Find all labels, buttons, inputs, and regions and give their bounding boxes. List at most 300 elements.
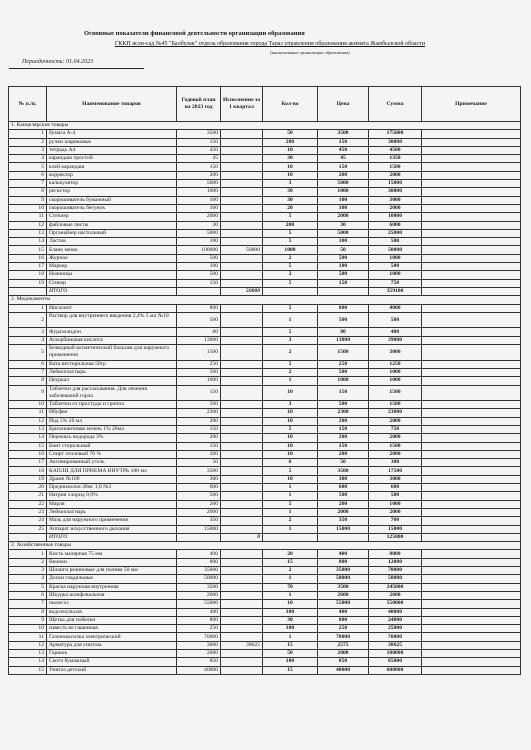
item-name: Унитаз детский — [47, 666, 177, 674]
item-name: Маркер — [47, 263, 177, 271]
table-row — [9, 377, 521, 385]
annual-plan: 400 — [177, 550, 221, 558]
item-name: калькулятор — [47, 180, 177, 188]
annual-plan: 600 — [177, 484, 221, 492]
quantity: 15 — [263, 666, 318, 674]
quarter-execution — [221, 221, 263, 229]
annual-plan: 200 — [177, 434, 221, 442]
item-name: Таблетки для рассасывания. Для лечения заболеваний горла — [47, 385, 177, 401]
quarter-execution — [221, 377, 263, 385]
annual-plan: 2000 — [177, 508, 221, 516]
note-cell — [422, 658, 521, 666]
sum: 50000 — [369, 246, 422, 254]
quantity: 3 — [263, 336, 318, 344]
header-cell: Наименование товаров — [47, 87, 177, 122]
execution-total: 0 — [221, 533, 263, 541]
note-cell — [422, 641, 521, 649]
quantity: 5 — [263, 229, 318, 237]
price: 300 — [318, 475, 369, 483]
organization-caption: (наименование организации образования) — [270, 50, 350, 55]
note-cell — [422, 263, 521, 271]
price: 200 — [318, 500, 369, 508]
annual-plan: 800 — [177, 304, 221, 312]
plan-cell — [177, 287, 221, 295]
note-cell — [422, 345, 521, 361]
quantity: 200 — [263, 221, 318, 229]
quarter-execution — [221, 517, 263, 525]
quantity: 5 — [263, 238, 318, 246]
annual-plan: 500 — [177, 492, 221, 500]
section-row — [9, 542, 521, 550]
sum-total: 125000 — [369, 533, 422, 541]
quarter-execution — [221, 238, 263, 246]
quarter-execution — [221, 304, 263, 312]
item-name: Вата нестерильная 50гр — [47, 360, 177, 368]
price: 3500 — [318, 583, 369, 591]
row-number: 16 — [9, 450, 47, 458]
quantity: 1 — [263, 312, 318, 328]
quantity: 5 — [263, 304, 318, 312]
quarter-execution — [221, 508, 263, 516]
quantity: 100 — [263, 608, 318, 616]
plan-cell — [177, 533, 221, 541]
note-cell — [422, 450, 521, 458]
item-name: Лейкопластырь — [47, 368, 177, 376]
item-name: регистор — [47, 188, 177, 196]
sum: 15000 — [369, 180, 422, 188]
item-name: Йод 5% 20 мл — [47, 417, 177, 425]
row-number: 17 — [9, 263, 47, 271]
note-cell — [422, 434, 521, 442]
header-cell: Примечание — [422, 87, 521, 122]
quarter-execution — [221, 163, 263, 171]
sum: 85000 — [369, 658, 422, 666]
table-row — [9, 608, 521, 616]
sum: 30000 — [369, 188, 422, 196]
annual-plan: 150 — [177, 425, 221, 433]
price: 2000 — [318, 650, 369, 658]
item-name: бумага А-4 — [47, 130, 177, 138]
item-name: Шланги резиновые для полива 50 мм — [47, 567, 177, 575]
price: 2575 — [318, 641, 369, 649]
note-cell — [422, 328, 521, 336]
annual-plan: 300 — [177, 475, 221, 483]
quarter-execution — [221, 450, 263, 458]
price: 100 — [318, 263, 369, 271]
sum: 40000 — [369, 608, 422, 616]
table-row — [9, 155, 521, 163]
sum: 750 — [369, 425, 422, 433]
price: 1000 — [318, 377, 369, 385]
quarter-execution — [221, 385, 263, 401]
note-cell — [422, 171, 521, 179]
annual-plan: 50 — [177, 459, 221, 467]
note-cell — [422, 336, 521, 344]
sum: 1250 — [369, 360, 422, 368]
price: 30 — [318, 221, 369, 229]
price: 500 — [318, 254, 369, 262]
price: 200 — [318, 450, 369, 458]
quarter-execution — [221, 130, 263, 138]
sum: 500 — [369, 312, 422, 328]
price: 450 — [318, 146, 369, 154]
row-number: 7 — [9, 600, 47, 608]
item-name: Краска наружная внутренняя — [47, 583, 177, 591]
quarter-execution: 50000 — [221, 246, 263, 254]
quantity: 1 — [263, 377, 318, 385]
item-name: Перекись водорода 3% — [47, 434, 177, 442]
sum: 500 — [369, 263, 422, 271]
annual-plan: 250 — [177, 360, 221, 368]
quarter-execution — [221, 146, 263, 154]
quantity: 3 — [263, 180, 318, 188]
quarter-execution — [221, 196, 263, 204]
price: 800 — [318, 558, 369, 566]
price: 50 — [318, 459, 369, 467]
sum: 3000 — [369, 345, 422, 361]
annual-plan: 800 — [177, 616, 221, 624]
note-cell — [422, 221, 521, 229]
annual-plan: 150 — [177, 138, 221, 146]
price: 45 — [318, 155, 369, 163]
item-name: Веники — [47, 558, 177, 566]
price: 40000 — [318, 666, 369, 674]
row-number: 24 — [9, 517, 47, 525]
price: 3500 — [318, 467, 369, 475]
row-number: 11 — [9, 213, 47, 221]
note-cell — [422, 459, 521, 467]
quantity: 50 — [263, 650, 318, 658]
table-row — [9, 254, 521, 262]
annual-plan: 50000 — [177, 575, 221, 583]
annual-plan: 450 — [177, 146, 221, 154]
price: 500 — [318, 401, 369, 409]
quarter-execution — [221, 550, 263, 558]
annual-plan: 500 — [177, 368, 221, 376]
quantity: 30 — [263, 155, 318, 163]
quarter-execution — [221, 155, 263, 163]
note-cell — [422, 517, 521, 525]
price: 5000 — [318, 229, 369, 237]
header-cell: Исполнение за 1 квартал — [221, 87, 263, 122]
row-number: 22 — [9, 500, 47, 508]
note-cell — [422, 616, 521, 624]
price: 250 — [318, 360, 369, 368]
sum: 100000 — [369, 650, 422, 658]
quantity: 1 — [263, 575, 318, 583]
row-number: 5 — [9, 583, 47, 591]
note-cell — [422, 467, 521, 475]
annual-plan: 200 — [177, 417, 221, 425]
annual-plan: 2300 — [177, 409, 221, 417]
quantity: 10 — [263, 442, 318, 450]
annual-plan: 150 — [177, 442, 221, 450]
item-name: тетрадь А4 — [47, 146, 177, 154]
quarter-execution — [221, 650, 263, 658]
quarter-execution — [221, 658, 263, 666]
row-number: 16 — [9, 254, 47, 262]
row-number: 21 — [9, 492, 47, 500]
quantity: 1 — [263, 492, 318, 500]
section-title: 2. Медикаменты — [9, 296, 521, 304]
quantity: 1000 — [263, 246, 318, 254]
header-cell: Годовой план на 2023 год — [177, 87, 221, 122]
price: 13000 — [318, 336, 369, 344]
goods-table — [8, 86, 521, 675]
quantity: 2 — [263, 271, 318, 279]
sum: 1000 — [369, 368, 422, 376]
quantity: 1 — [263, 591, 318, 599]
sum: 2000 — [369, 450, 422, 458]
note-cell — [422, 591, 521, 599]
row-number: 14 — [9, 434, 47, 442]
section-title: 2. Хозяйственные товары — [9, 542, 521, 550]
item-name: Стикер — [47, 279, 177, 287]
price-cell — [318, 287, 369, 295]
quantity: 10 — [263, 450, 318, 458]
quarter-execution — [221, 138, 263, 146]
item-name: Бинт стерильный — [47, 442, 177, 450]
quantity: 5 — [263, 263, 318, 271]
row-number: 1 — [9, 130, 47, 138]
sum: 3000 — [369, 475, 422, 483]
quarter-execution — [221, 312, 263, 328]
quantity: 10 — [263, 600, 318, 608]
item-name: Преднизолон 30мг 1,0 №3 — [47, 484, 177, 492]
header-cell: Кол-во — [263, 87, 318, 122]
table-row — [9, 171, 521, 179]
price: 2600 — [318, 591, 369, 599]
section-row — [9, 296, 521, 304]
row-number: 17 — [9, 459, 47, 467]
row-number: 1 — [9, 550, 47, 558]
price: 200 — [318, 434, 369, 442]
item-name: Шкурка шлифовальная — [47, 591, 177, 599]
table-row — [9, 591, 521, 599]
row-number: 3 — [9, 146, 47, 154]
document-title: Основные показатели финансовой деятельности организации образования — [84, 30, 305, 37]
row-number: 12 — [9, 641, 47, 649]
quarter-execution — [221, 459, 263, 467]
table-row — [9, 130, 521, 138]
table-row — [9, 492, 521, 500]
sum: 2000 — [369, 417, 422, 425]
table-row — [9, 385, 521, 401]
quarter-execution — [221, 401, 263, 409]
note-cell — [422, 484, 521, 492]
table-row — [9, 616, 521, 624]
quantity: 10 — [263, 171, 318, 179]
row-number: 12 — [9, 417, 47, 425]
price: 2300 — [318, 409, 369, 417]
price: 150 — [318, 279, 369, 287]
price: 35000 — [318, 567, 369, 575]
quantity: 5 — [263, 360, 318, 368]
sum: 175000 — [369, 130, 422, 138]
price: 100 — [318, 238, 369, 246]
quantity: 10 — [263, 475, 318, 483]
quantity: 1 — [263, 525, 318, 533]
quantity: 2 — [263, 517, 318, 525]
sum: 2600 — [369, 591, 422, 599]
item-name: Бланк меню — [47, 246, 177, 254]
item-name: Безводный косметический бальзам для наружного применения — [47, 345, 177, 361]
table-row — [9, 336, 521, 344]
item-name: Марля — [47, 500, 177, 508]
quarter-execution — [221, 467, 263, 475]
sum: 2000 — [369, 508, 422, 516]
item-name: Скотч бумажный — [47, 658, 177, 666]
annual-plan: 500 — [177, 271, 221, 279]
sum: 1500 — [369, 385, 422, 401]
quarter-execution — [221, 171, 263, 179]
sum: 24000 — [369, 616, 422, 624]
table-row — [9, 641, 521, 649]
table-row — [9, 312, 521, 328]
annual-plan: 1000 — [177, 188, 221, 196]
price: 400 — [318, 608, 369, 616]
annual-plan: 100 — [177, 263, 221, 271]
quarter-execution — [221, 591, 263, 599]
row-number — [9, 533, 47, 541]
item-name: Ножницы — [47, 271, 177, 279]
quarter-execution — [221, 180, 263, 188]
row-number: 9 — [9, 196, 47, 204]
row-number: 9 — [9, 385, 47, 401]
item-name: ручки шариковые — [47, 138, 177, 146]
sum: 700 — [369, 517, 422, 525]
table-row — [9, 180, 521, 188]
quantity: 5 — [263, 425, 318, 433]
sum: 600000 — [369, 666, 422, 674]
note-cell — [422, 567, 521, 575]
price: 800 — [318, 304, 369, 312]
table-row — [9, 328, 521, 336]
annual-plan: 30 — [177, 221, 221, 229]
note-cell — [422, 558, 521, 566]
row-number: 3 — [9, 567, 47, 575]
quantity: 5 — [263, 213, 318, 221]
row-number: 4 — [9, 575, 47, 583]
row-number: 2 — [9, 138, 47, 146]
row-number: 15 — [9, 442, 47, 450]
quarter-execution — [221, 188, 263, 196]
price: 50000 — [318, 575, 369, 583]
row-number: 18 — [9, 271, 47, 279]
row-number: 18 — [9, 467, 47, 475]
note-cell — [422, 633, 521, 641]
sum: 38625 — [369, 641, 422, 649]
price: 80 — [318, 328, 369, 336]
row-number: 5 — [9, 345, 47, 361]
row-number: 4 — [9, 155, 47, 163]
item-name: Натрия хлорид 0,9% — [47, 492, 177, 500]
row-number: 8 — [9, 608, 47, 616]
quantity: 70 — [263, 583, 318, 591]
quantity: 5 — [263, 500, 318, 508]
price-cell — [318, 533, 369, 541]
quantity: 5 — [263, 279, 318, 287]
annual-plan: 100 — [177, 204, 221, 212]
price: 500 — [318, 271, 369, 279]
item-name: карандаш простой — [47, 155, 177, 163]
item-name: корректор — [47, 171, 177, 179]
table-row — [9, 434, 521, 442]
quantity: 15 — [263, 558, 318, 566]
sum: 12000 — [369, 558, 422, 566]
price: 50 — [318, 246, 369, 254]
price: 5000 — [318, 180, 369, 188]
annual-plan: 400 — [177, 608, 221, 616]
quantity: 2 — [263, 254, 318, 262]
quantity: 30 — [263, 196, 318, 204]
quantity: 100 — [263, 658, 318, 666]
row-number: 13 — [9, 229, 47, 237]
price: 350 — [318, 517, 369, 525]
quantity: 1 — [263, 633, 318, 641]
note-cell — [422, 312, 521, 328]
sum: 600 — [369, 484, 422, 492]
note-cell — [422, 401, 521, 409]
note-cell — [422, 246, 521, 254]
table-row — [9, 550, 521, 558]
annual-plan: 100000 — [177, 246, 221, 254]
table-row — [9, 600, 521, 608]
note-cell — [422, 204, 521, 212]
row-number: 23 — [9, 508, 47, 516]
item-name: Органайзер настольный — [47, 229, 177, 237]
sum: 25000 — [369, 625, 422, 633]
row-number: 10 — [9, 401, 47, 409]
qty-cell — [263, 287, 318, 295]
note-cell — [422, 196, 521, 204]
note-cell — [422, 304, 521, 312]
quantity: 30 — [263, 616, 318, 624]
item-name: скорошиватель бумажный — [47, 196, 177, 204]
note-cell — [422, 666, 521, 674]
table-row — [9, 271, 521, 279]
table-row — [9, 459, 521, 467]
table-row — [9, 204, 521, 212]
note-cell — [422, 417, 521, 425]
table-row — [9, 625, 521, 633]
note-cell — [422, 287, 521, 295]
quarter-execution — [221, 625, 263, 633]
annual-plan: 15000 — [177, 525, 221, 533]
table-header-row — [9, 87, 521, 122]
item-name: Ластик — [47, 238, 177, 246]
sum: 4500 — [369, 146, 422, 154]
note-cell — [422, 385, 521, 401]
note-cell — [422, 550, 521, 558]
table-row — [9, 575, 521, 583]
sum: 1000 — [369, 500, 422, 508]
quantity: 10 — [263, 417, 318, 425]
item-name: Активированный уголь — [47, 459, 177, 467]
row-number: 10 — [9, 625, 47, 633]
organization-name: ГККП ясли-сад №45 "Балбулак" отдела образования города Тараз управления образования акимата Жамбылской области — [114, 41, 426, 47]
price: 150 — [318, 425, 369, 433]
price: 400 — [318, 550, 369, 558]
sum: 1500 — [369, 401, 422, 409]
quarter-execution — [221, 336, 263, 344]
note-cell — [422, 213, 521, 221]
price: 1000 — [318, 188, 369, 196]
annual-plan: 5000 — [177, 180, 221, 188]
section-row — [9, 122, 521, 130]
sum: 4000 — [369, 304, 422, 312]
quarter-execution — [221, 666, 263, 674]
